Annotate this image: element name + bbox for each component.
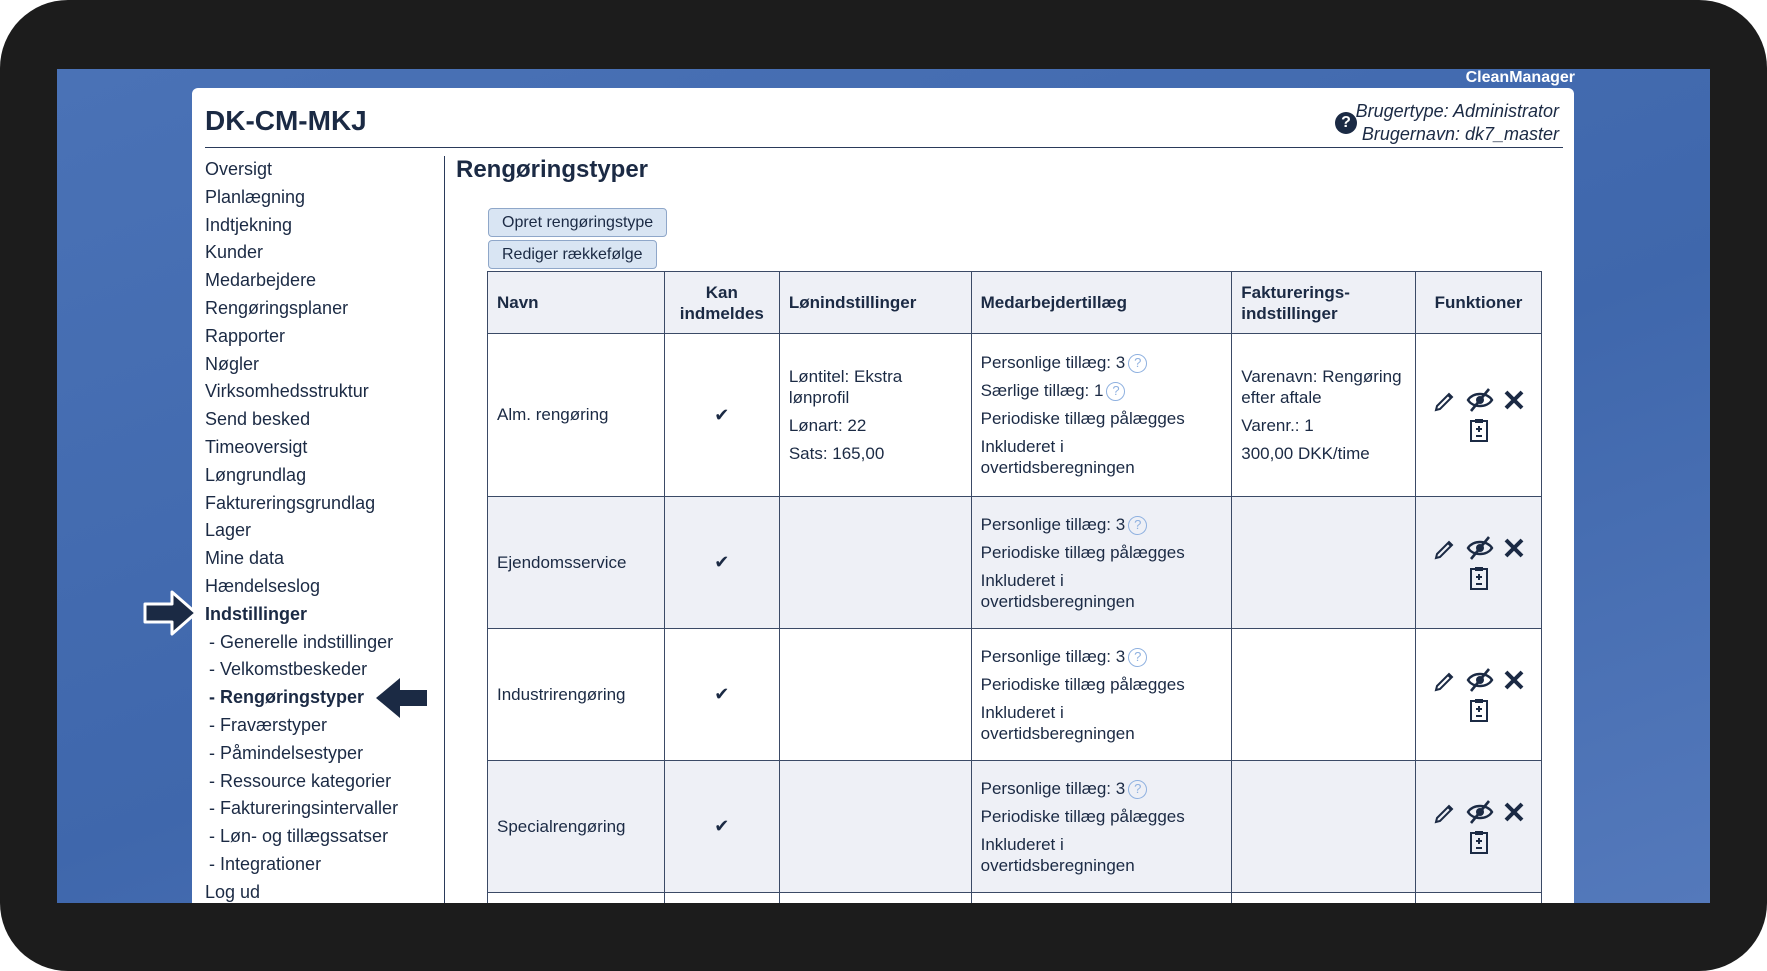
delete-icon[interactable] bbox=[1502, 388, 1526, 412]
table-row bbox=[488, 629, 1542, 761]
personal-allowance-text: Personlige tillæg: 3 bbox=[980, 514, 1126, 534]
nav-sub-rengoeringstyper[interactable]: - Rengøringstyper bbox=[209, 687, 365, 708]
personal-allowance-text: Personlige tillæg: 3 bbox=[980, 778, 1126, 798]
nav-item-faktureringsgrundlag[interactable]: Faktureringsgrundlag bbox=[205, 492, 376, 513]
nav-item-indtjekning[interactable]: Indtjekning bbox=[205, 214, 293, 235]
salary-title: Løntitel: Ekstra lønprofil bbox=[788, 367, 903, 407]
nav-sub-paamindelsestyper[interactable]: - Påmindelsestyper bbox=[209, 742, 364, 763]
table-row bbox=[488, 761, 1542, 893]
nav-item-rapporter[interactable]: Rapporter bbox=[205, 325, 286, 346]
cell-allowance bbox=[971, 629, 1232, 761]
cell-functions bbox=[1416, 497, 1542, 629]
nav-item-oversigt[interactable]: Oversigt bbox=[205, 159, 273, 179]
page-title: Rengøringstyper bbox=[456, 156, 649, 183]
cell-signup bbox=[664, 893, 779, 904]
cell-salary bbox=[779, 893, 971, 904]
help-icon[interactable]: ? bbox=[1335, 112, 1357, 134]
nav-item-rengoeringsplaner[interactable]: Rengøringsplaner bbox=[205, 297, 349, 318]
user-type: Brugertype: Administrator bbox=[1355, 101, 1559, 121]
table-row bbox=[488, 497, 1542, 629]
periodic-allowance: Periodiske tillæg pålægges bbox=[980, 409, 1185, 428]
nav-item-loengrundlag[interactable]: Løngrundlag bbox=[205, 464, 307, 485]
header-salary: Lønindstillinger bbox=[779, 272, 971, 334]
billing-price: 300,00 DKK/time bbox=[1241, 444, 1370, 463]
clipboard-icon[interactable] bbox=[1468, 565, 1490, 591]
cell-billing bbox=[1232, 334, 1416, 497]
help-icon[interactable]: ? bbox=[1106, 382, 1125, 401]
header-billing bbox=[1232, 272, 1416, 334]
checkmark-icon bbox=[664, 761, 779, 893]
cell-billing bbox=[1232, 761, 1416, 893]
edit-icon[interactable] bbox=[1432, 387, 1458, 413]
periodic-allowance: Periodiske tillæg pålægges bbox=[980, 674, 1185, 694]
delete-icon[interactable] bbox=[1502, 536, 1526, 560]
sidebar bbox=[205, 156, 445, 903]
cell-allowance bbox=[971, 497, 1232, 629]
overtime-note: Inkluderet i overtidsberegningen bbox=[980, 702, 1135, 743]
periodic-allowance: Periodiske tillæg pålægges bbox=[980, 806, 1185, 826]
checkmark-icon bbox=[664, 334, 779, 497]
nav-item-planlaegning[interactable]: Planlægning bbox=[205, 186, 306, 207]
cell-functions bbox=[1416, 761, 1542, 893]
personal-allowance bbox=[981, 646, 1223, 667]
user-name: Brugernavn: dk7_master bbox=[1361, 124, 1559, 144]
nav-item-virksomhedsstruktur[interactable]: Virksomhedsstruktur bbox=[205, 381, 369, 402]
cell-functions bbox=[1416, 629, 1542, 761]
header-functions: Funktioner bbox=[1416, 272, 1542, 334]
brand-label: CleanManager bbox=[1465, 69, 1575, 86]
cell-functions bbox=[1416, 893, 1542, 904]
nav-sub-faktureringsintervaller[interactable]: - Faktureringsintervaller bbox=[209, 798, 399, 819]
content bbox=[456, 156, 1566, 875]
nav-sub-ressource-kategorier[interactable]: - Ressource kategorier bbox=[209, 770, 392, 791]
overtime-note: Inkluderet i overtidsberegningen bbox=[980, 570, 1135, 611]
nav-item-lager[interactable]: Lager bbox=[205, 520, 252, 541]
header-signup[interactable] bbox=[664, 272, 779, 334]
edit-icon[interactable] bbox=[1432, 799, 1458, 825]
header-billing-line2: indstillinger bbox=[1241, 303, 1338, 323]
billing-number: Varenr.: 1 bbox=[1241, 416, 1314, 435]
check-glyph: ✔ bbox=[714, 552, 730, 572]
check-glyph: ✔ bbox=[714, 684, 730, 704]
nav-sub-fravaerstyper[interactable]: - Fraværstyper bbox=[209, 714, 328, 735]
clipboard-icon[interactable] bbox=[1468, 697, 1490, 723]
cell-allowance bbox=[971, 893, 1232, 904]
check-glyph: ✔ bbox=[714, 816, 730, 836]
personal-allowance bbox=[981, 778, 1223, 799]
overtime-note: Inkluderet i overtidsberegningen bbox=[980, 834, 1135, 875]
table-row bbox=[488, 893, 1542, 904]
nav-item-timeoversigt[interactable]: Timeoversigt bbox=[205, 436, 308, 457]
nav-item-send-besked[interactable]: Send besked bbox=[205, 409, 311, 430]
edit-icon[interactable] bbox=[1432, 667, 1458, 693]
personal-allowance bbox=[981, 514, 1223, 535]
cell-salary bbox=[779, 334, 971, 497]
header-billing-line1: Fakturerings- bbox=[1241, 282, 1350, 302]
clipboard-icon[interactable] bbox=[1468, 417, 1490, 443]
nav-item-log-ud[interactable]: Log ud bbox=[205, 881, 261, 902]
nav-item-medarbejdere[interactable]: Medarbejdere bbox=[205, 270, 317, 291]
delete-icon[interactable] bbox=[1502, 668, 1526, 692]
nav-item-mine-data[interactable]: Mine data bbox=[205, 548, 285, 569]
salary-rate: Sats: 165,00 bbox=[788, 444, 885, 463]
cell-billing bbox=[1232, 497, 1416, 629]
hide-icon[interactable] bbox=[1466, 799, 1494, 825]
arrow-left-icon bbox=[372, 675, 430, 721]
create-cleaning-type-button[interactable]: Opret rengøringstype bbox=[488, 208, 667, 237]
nav-sub-velkomstbeskeder[interactable]: - Velkomstbeskeder bbox=[209, 659, 368, 680]
header-signup-line2: indmeldes bbox=[679, 303, 764, 323]
hide-icon[interactable] bbox=[1466, 535, 1494, 561]
reorder-button[interactable]: Rediger rækkefølge bbox=[488, 240, 657, 269]
cell-billing bbox=[1232, 893, 1416, 904]
cell-allowance bbox=[971, 334, 1232, 497]
help-icon[interactable]: ? bbox=[1128, 354, 1147, 373]
edit-icon[interactable] bbox=[1432, 535, 1458, 561]
billing-item: Varenavn: Rengøring efter aftale bbox=[1241, 367, 1402, 407]
personal-allowance-text: Personlige tillæg: 3 bbox=[980, 353, 1126, 372]
table-row bbox=[488, 334, 1542, 497]
nav-sub-loen-tillaegssatser[interactable]: - Løn- og tillægssatser bbox=[209, 826, 389, 847]
nav-item-kunder[interactable]: Kunder bbox=[205, 242, 264, 263]
header-allowance: Medarbejdertillæg bbox=[971, 272, 1232, 334]
delete-icon[interactable] bbox=[1502, 800, 1526, 824]
check-glyph: ✔ bbox=[714, 404, 730, 425]
nav-item-noegler[interactable]: Nøgler bbox=[205, 353, 260, 374]
cell-name: Industrirengøring bbox=[488, 629, 665, 761]
special-allowance bbox=[981, 380, 1223, 401]
nav-sub-generelle-indstillinger[interactable]: - Generelle indstillinger bbox=[209, 631, 394, 652]
overtime-note: Inkluderet i overtidsberegningen bbox=[980, 437, 1135, 477]
cell-name bbox=[488, 893, 665, 904]
cleaning-types-table bbox=[487, 271, 1542, 903]
salary-type: Lønart: 22 bbox=[788, 416, 867, 435]
nav-item-indstillinger[interactable]: Indstillinger bbox=[205, 603, 308, 624]
cell-salary bbox=[779, 629, 971, 761]
cell-salary bbox=[779, 761, 971, 893]
special-allowance-text: Særlige tillæg: 1 bbox=[980, 381, 1104, 400]
clipboard-icon[interactable] bbox=[1468, 829, 1490, 855]
page-header bbox=[205, 88, 1563, 148]
cell-name: Specialrengøring bbox=[488, 761, 665, 893]
cell-allowance bbox=[971, 761, 1232, 893]
hide-icon[interactable] bbox=[1466, 667, 1494, 693]
nav-item-haendelseslog[interactable]: Hændelseslog bbox=[205, 575, 321, 596]
user-info bbox=[1356, 100, 1559, 146]
cell-salary bbox=[779, 497, 971, 629]
personal-allowance bbox=[981, 352, 1223, 373]
site-title: DK-CM-MKJ bbox=[205, 105, 367, 136]
hide-icon[interactable] bbox=[1466, 387, 1494, 413]
help-icon[interactable]: ? bbox=[1128, 648, 1147, 667]
help-icon[interactable]: ? bbox=[1128, 516, 1147, 535]
cell-billing bbox=[1232, 629, 1416, 761]
header-signup-line1: Kan bbox=[705, 282, 738, 302]
header-name[interactable]: Navn bbox=[488, 272, 665, 334]
screen bbox=[57, 69, 1710, 903]
help-icon[interactable]: ? bbox=[1128, 780, 1147, 799]
table-header-row bbox=[488, 272, 1542, 334]
arrow-right-icon bbox=[142, 588, 200, 638]
cell-name: Alm. rengøring bbox=[488, 334, 665, 497]
personal-allowance-text: Personlige tillæg: 3 bbox=[980, 646, 1126, 666]
periodic-allowance: Periodiske tillæg pålægges bbox=[980, 542, 1185, 562]
checkmark-icon bbox=[664, 629, 779, 761]
cell-name: Ejendomsservice bbox=[488, 497, 665, 629]
checkmark-icon bbox=[664, 497, 779, 629]
nav-sub-integrationer[interactable]: - Integrationer bbox=[209, 853, 322, 874]
main-panel bbox=[192, 88, 1574, 903]
cell-functions bbox=[1416, 334, 1542, 497]
